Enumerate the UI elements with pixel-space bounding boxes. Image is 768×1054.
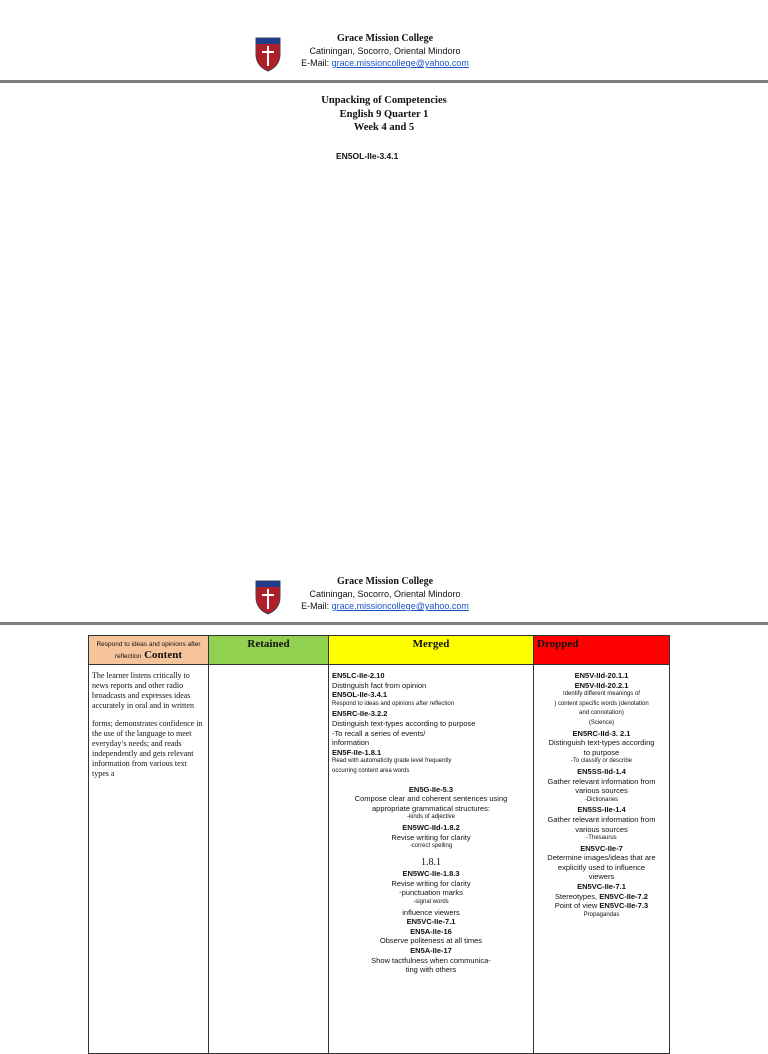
- header-divider: [0, 80, 768, 83]
- list-item: EN5VC-IIe-7: [580, 843, 623, 853]
- content-cell: [89, 665, 209, 1054]
- dropped-line: [537, 901, 666, 911]
- dropped-code: EN5VC-IIe-7.2: [599, 891, 648, 901]
- list-item: Revise writing for clarity: [391, 832, 471, 842]
- list-item: explicitly used to influence: [557, 862, 646, 872]
- dropped-line: [537, 892, 666, 902]
- merged-list: [332, 671, 530, 777]
- header-merged: Merged: [329, 636, 534, 665]
- table-row: [89, 665, 670, 1054]
- header-content-note: Respond to ideas and opinions after reflection: [96, 641, 201, 660]
- list-item: Revise writing for clarity: [391, 878, 471, 888]
- content-paragraph-2: forms; demonstrates confidence in the use of the language to meet everyday’s needs; and reads independently and gets relevant information from various text types a: [92, 719, 203, 778]
- merged-cell: [329, 665, 534, 1054]
- list-item: ting with others: [405, 965, 457, 975]
- list-item: appropriate grammatical structures:: [372, 803, 490, 813]
- list-item: -correct spelling: [409, 843, 453, 850]
- header-content: [89, 636, 209, 665]
- list-item: Gather relevant information from: [547, 814, 656, 824]
- list-item: Read with automaticity grade level frequently: [332, 758, 452, 765]
- list-item: -To recall a series of events/: [332, 728, 426, 738]
- document-titles: [0, 94, 768, 135]
- list-item: viewers: [588, 872, 615, 882]
- list-item: EN5RC-IIe-3.2.2: [332, 709, 388, 719]
- list-item: Respond to ideas and opinions after reflection: [332, 700, 455, 707]
- competency-code: EN5OL-IIe-3.4.1: [336, 151, 399, 161]
- school-address: Catiningan, Socorro, Oriental Mindoro: [309, 46, 461, 56]
- list-item: EN5F-IIe-1.8.1: [332, 747, 382, 757]
- dropped-list: [537, 671, 666, 892]
- header-dropped: Dropped: [534, 636, 670, 665]
- email-link[interactable]: grace.missioncollege@yahoo.com: [331, 601, 469, 611]
- list-item: Identify different meanings of: [563, 691, 640, 698]
- retained-cell: [209, 665, 329, 1054]
- list-item: information: [332, 738, 370, 748]
- email-label: E-Mail:: [301, 58, 332, 68]
- list-item: Compose clear and coherent sentences using: [354, 794, 508, 804]
- list-item: Distinguish fact from opinion: [332, 680, 427, 690]
- school-name: Grace Mission College: [336, 33, 434, 44]
- list-item: Gather relevant information from: [547, 776, 656, 786]
- dropped-text: Stereotypes,: [555, 891, 600, 901]
- list-item: EN5VC-IIe-7.1: [577, 882, 626, 892]
- merged-center-list: [332, 785, 530, 975]
- list-item: EN5WC-IIe-1.8.3: [402, 869, 460, 879]
- list-item: EN5A-IIe-17: [410, 946, 452, 956]
- table-header-row: [89, 636, 670, 665]
- email-link[interactable]: grace.missioncollege@yahoo.com: [331, 58, 469, 68]
- list-item: (Science): [588, 719, 615, 726]
- list-item: various sources: [575, 786, 628, 796]
- list-item: to purpose: [583, 747, 620, 757]
- list-item: Observe politeness at all times: [379, 936, 483, 946]
- school-email: [290, 57, 480, 69]
- list-item: EN5V-IId-20.1.1: [574, 671, 629, 680]
- email-label: E-Mail:: [301, 601, 332, 611]
- list-item: EN5RC-IId-3. 2.1: [572, 728, 631, 738]
- dropped-cell: [534, 665, 670, 1054]
- school-logo-icon: [252, 32, 284, 72]
- list-item: -Dictionaries: [584, 796, 619, 803]
- title-line-3: Week 4 and 5: [353, 122, 415, 133]
- school-address: Catiningan, Socorro, Oriental Mindoro: [309, 589, 461, 599]
- dropped-text: Point of view: [554, 901, 600, 911]
- list-item: EN5SS-IIe-1.4: [577, 805, 626, 815]
- list-item: and connotation): [579, 710, 624, 717]
- school-email: [290, 600, 480, 612]
- list-item: Determine images/ideas that are: [547, 853, 656, 863]
- list-item: EN5OL-IIe-3.4.1: [332, 690, 388, 700]
- list-item: -Thesaurus: [586, 835, 617, 842]
- list-item: -kinds of adjective: [406, 814, 456, 821]
- dropped-code: EN5VC-IIe-7.3: [599, 901, 649, 911]
- list-item: EN5A-IIe-16: [410, 926, 452, 936]
- list-item: ) content specific words (denotation: [554, 700, 649, 707]
- list-item: EN5SS-IId-1.4: [577, 766, 626, 776]
- dropped-line: Propagandas: [583, 911, 620, 918]
- school-info: [290, 32, 480, 69]
- list-item: influence viewers: [402, 907, 460, 917]
- list-item: 1.8.1: [421, 856, 441, 868]
- list-item: EN5V-IId-20.2.1: [574, 680, 629, 690]
- school-info: [290, 575, 480, 612]
- list-item: -signal words: [413, 899, 449, 906]
- header-divider: [0, 622, 768, 625]
- content-paragraph-1: The learner listens critically to news reports and other radio broadcasts and expresses ideas accurately in oral and in written: [92, 671, 194, 710]
- title-line-2: English 9 Quarter 1: [339, 108, 429, 120]
- list-item: EN5LC-IIe-2.10: [332, 671, 385, 680]
- list-item: -To classify or describe: [570, 758, 633, 765]
- list-item: EN5WC-IId-1.8.2: [402, 822, 460, 832]
- list-item: Distinguish text-types according to purpose: [332, 718, 476, 728]
- header-retained: Retained: [209, 636, 329, 665]
- header-content-label: Content: [144, 649, 182, 661]
- list-item: occurring content area words: [332, 767, 410, 774]
- list-item: Show tactfulness when communica-: [371, 955, 491, 965]
- title-line-1: Unpacking of Competencies: [321, 95, 447, 106]
- list-item: Distinguish text-types according: [548, 738, 655, 748]
- list-item: -punctuation marks: [399, 888, 463, 898]
- list-item: various sources: [575, 824, 628, 834]
- list-item: EN5G-IIe-5.3: [408, 784, 454, 794]
- school-name: Grace Mission College: [336, 576, 434, 587]
- list-item: EN5VC-IIe-7.1: [406, 917, 456, 927]
- competency-table: [88, 635, 670, 1054]
- school-logo-icon: [252, 575, 284, 615]
